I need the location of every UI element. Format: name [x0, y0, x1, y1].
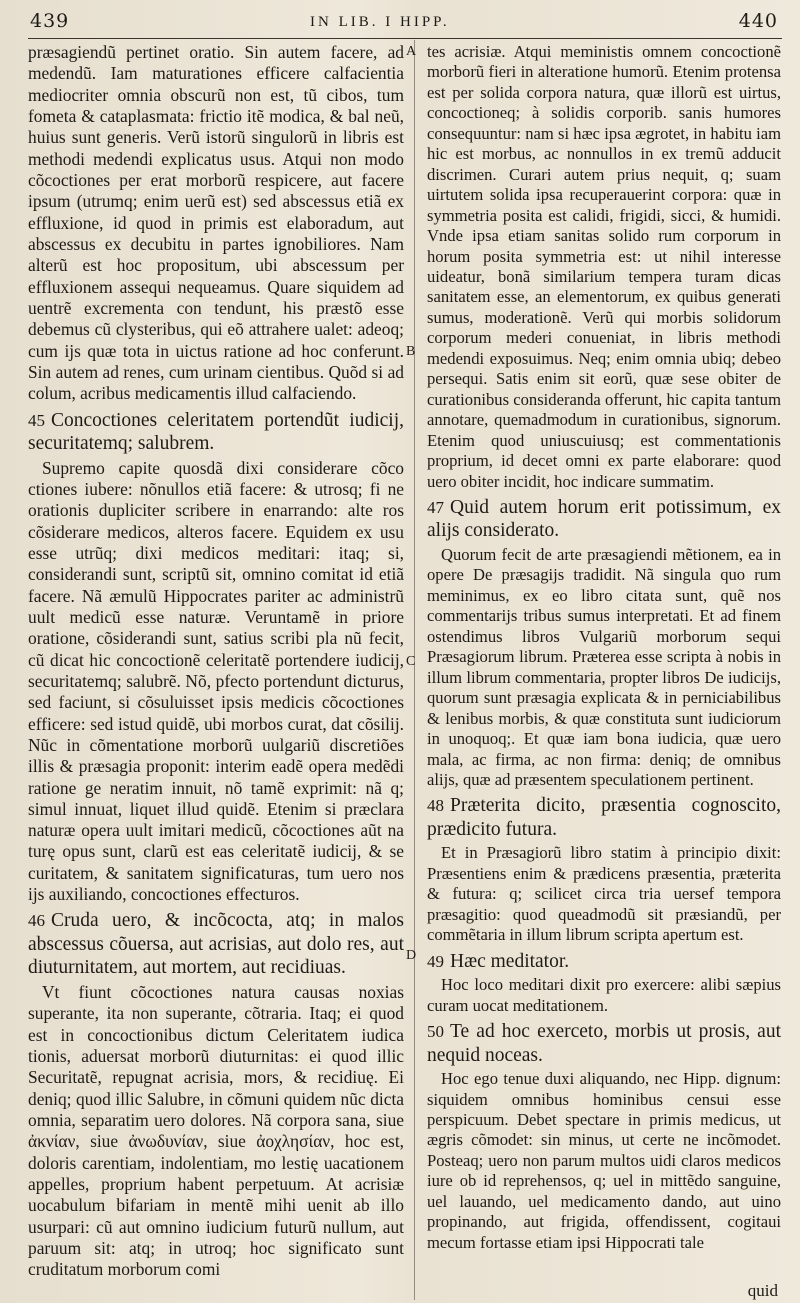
aphorism-number: 49 [427, 951, 444, 971]
page-header [0, 0, 800, 40]
commentary-paragraph: Hoc ego tenue duxi aliquando, nec Hipp. dignum: siquidem omnibus hominibus censui esse perspicuum. Debet spectare in primis medicus, ut ægris cõmodet: sin minus, ut certe ne incõmodet. Posteaq; uero non parum multos uidi claros medicos iure ob id reprehensos, q; uel in mittẽdo sanguine, uel lauando, uel medicamento dando, aut uino propinando, aut frigida, offendissent, cogitaui mecum fortasse etiam ipsi Hippocrati tale [427, 1069, 781, 1252]
margin-marker-b: B [406, 344, 416, 359]
aphorism-number: 50 [427, 1022, 444, 1042]
aphorism-text: Præterita dicito, præsentia cognoscito, prædicito futura. [427, 795, 781, 840]
aphorism-number: 46 [28, 911, 45, 931]
column-divider [414, 40, 415, 1300]
left-column [28, 42, 404, 1281]
commentary-paragraph: Quorum fecit de arte præsagiendi mẽtionem, ea in opere De præsagijs tradidit. Nã singula quo rum meminimus, ex eo libro citata sunt, quẽ nos commentarijs tribus sumus interpretati. Et ad finem ostendimus libros Vulgariũ morborum sequi Præsagiorum librum. Præterea esse scripta à nobis in illum librum commentaria, propter libros De iudicijs, quorum sunt præsagia explicata & in perniciabilibus & lenibus morbis, & quæ constituta sunt iudiciorum in unoquoq;. Et quæ iam bona iudicia, quæ uero mala, ac firma, ac non firma: deniq; de omnibus alijs, quæ ad præsentem speculationem pertinent. [427, 544, 781, 789]
aphorism-text: Cruda uero, & incõcocta, atq; in malos abscessus cõuersa, aut acrisias, aut dolo res, aut diuturnitatem, aut mortem, aut recidiuas. [28, 910, 404, 979]
aphorism [427, 1020, 781, 1067]
page-number-left: 439 [30, 10, 70, 32]
commentary-paragraph: Vt fiunt cõcoctiones natura causas noxias superante, ita non superante, cõtraria. Itaq; ei quod est in concoctionibus dictum Celeritatem iudica tionis, aduersat morborũ diuturnitas: ei quod illic Securitatẽ, repugnat acrisia, mors, & recidiuę. Ei deniq; quod illic Salubre, in cõmuni quidem nũc dicta omnia, separatim uero dolores. Nã corpora sana, siue ἀκνίαν, siue ἀνωδυνίαν, siue ἀοχλησίαν, hoc est, doloris carentiam, indolentiam, mo lestię uacationem appelles, proprium habent perpetuum. At acrisiæ uocabulum bifariam in mentẽ mihi uenit ab illo usurpari: cũ aut omnino iudicium futurũ nullum, aut paruum sit: atq; in utroq; hoc significato sunt cruditatum morborum comi [28, 981, 404, 1280]
aphorism [28, 409, 404, 456]
aphorism-text: Concoctiones celeritatem portendũt iudicij, securitatemq; salubrem. [28, 409, 404, 455]
commentary-paragraph: tes acrisiæ. Atqui meministis omnem concoctionẽ morborũ fieri in alteratione humorũ. Etenim protensa est per solida corpora natura, quæ illorũ est uirtus, concoctioneq; à solidis corporib. sanis humores consequuntur: nam si hæc ipsa ægrotet, in habitu iam hic est morbus, ac nonnullos in ex tremũ adducit discrimen. Curari autem prius nequit, q; suam uirtutem solida ipsa recuperauerint corpora: quæ in symmetria posita est calidi, frigidi, sicci, & humidi. Vnde ipsa etiam sanitas solido rum corporum in horum posita symmetria est: ut nihil interesse uideatur, bonã similarium tempera turam dicas sanitatem esse, an elementorum, ex quibus generati sumus, moderationẽ. Verũ qui morbis solidorum corporum mederi conueniat, in libris methodi medendi exposuimus. Neq; enim omnia ubiq; debeo persequi. Satis enim sit eorũ, quæ sese obiter de curationibus consideranda offerunt, hic capita tantum annotare, quemadmodum in curationibus, signorum. Etenim quod uniuscuiusq; est commentationis proprium, id decet omni ex parte elaborare: quod uero obiter incidit, hoc indicare summatim. [427, 42, 781, 491]
commentary-paragraph: præsagiendũ pertinet oratio. Sin autem facere, ad medendũ. Iam maturationes efficere calfacientia mediocriter omnia obscurũ non est, tũ cibos, tum fometa & cataplasmata: frictio itẽ modica, & bal neũ, huius sunt generis. Verũ istorũ singulorũ in libris est methodi medendi explicatus usus. Atqui non modo cõcoctiones per erat morborũ respicere, aut facere ipsum (utrumq; enim uerũ est) sed abscessus etiã ex effluxione, id quod in primis est elaboradum, aut abscessus ex decubitu in partes ignobiliores. Nam alterũ est hoc propositum, ubi abscessum per effluxionem assequi nequeamus. Quare siquidem ad uentrẽ excrementa con tendunt, his præstõ esse debemus cũ clysteribus, qui eõ attrahere ualet: adeoq; cum ijs quæ tota in uictus ratione ad hoc conferunt. Sin autem ad renes, cum urinam cientibus. Quõd si ad colum, acribus medicamentis illud calfaciendo. [28, 42, 404, 404]
aphorism-text: Hæc meditator. [450, 950, 570, 972]
aphorism [427, 950, 781, 974]
aphorism-number: 47 [427, 497, 444, 517]
aphorism [427, 496, 781, 543]
catchword: quid [747, 1281, 778, 1300]
aphorism-number: 45 [28, 410, 45, 430]
commentary-paragraph: Supremo capite quosdã dixi considerare cõco ctiones iubere: nõnullos etiã facere: & utrosq; fi ne orationis dupliciter scribere in enarrando: alte ros cõsiderare medicos, alteros facere. Equidem ex usu esse utrũq; dixi medicos meditari: itaq; si, considerandi sunt, scriptũ sit, omnino comitat id etiã facere. Nã æmulũ Hippocrates pariter ac administrũ uult medicũ esse naturæ. Veruntamẽ in priore oratione, cõsiderandi sunt, satius scribi pla nũ fecit, cũ dicat hic concoctionẽ celeritatẽ portendere iudicij, securitatemq; salubrẽ. Nõ, pfecto portendunt dicturus, sed faciunt, si cõsuluisset ipsis medicis cõcoctiones efficere: sed istud quidẽ, ubi morbos curat, dat cõsilij. Nũc in cõmentatione morborũ uulgariũ discretiões illis & præsagia proponit: interim eadẽ opera medẽdi ratione ge neratim innuit, nõ tamẽ exprimit: nã q; simul innuat, liquet illud quidẽ. Etenim si præclara naturæ opera uult imitari medicũ, cõcoctiones aũt na turę opus sunt, clarũ est eas celeritatẽ iudicij, & se curitatem, & sanitatem significaturas, tum uero nos ijs auxiliando, concoctiones effecturos. [28, 457, 404, 905]
page-number-right: 440 [738, 10, 778, 32]
commentary-paragraph: Et in Præsagiorũ libro statim à principio dixit: Præsentiens enim & prædicens præsentia, præterita & futura: q; scilicet circa tria uersef tempora præsagitio: quod queadmodũ sit præsiandũ, per commẽtaria in illum librum scripta apertum est. [427, 843, 781, 945]
right-column [427, 42, 781, 1253]
margin-marker-d: D [406, 948, 417, 963]
header-rule [28, 38, 782, 39]
margin-marker-c: C [406, 654, 416, 669]
running-head: IN LIB. I HIPP. [310, 14, 450, 30]
commentary-paragraph: Hoc loco meditari dixit pro exercere: alibi sæpius curam uocat meditationem. [427, 975, 781, 1015]
aphorism-text: Te ad hoc exerceto, morbis ut prosis, aut nequid noceas. [427, 1021, 781, 1066]
aphorism [427, 794, 781, 841]
margin-marker-a: A [406, 44, 417, 59]
aphorism-number: 48 [427, 796, 444, 816]
aphorism-text: Quid autem horum erit potissimum, ex alijs considerato. [427, 496, 781, 542]
aphorism [28, 909, 404, 980]
